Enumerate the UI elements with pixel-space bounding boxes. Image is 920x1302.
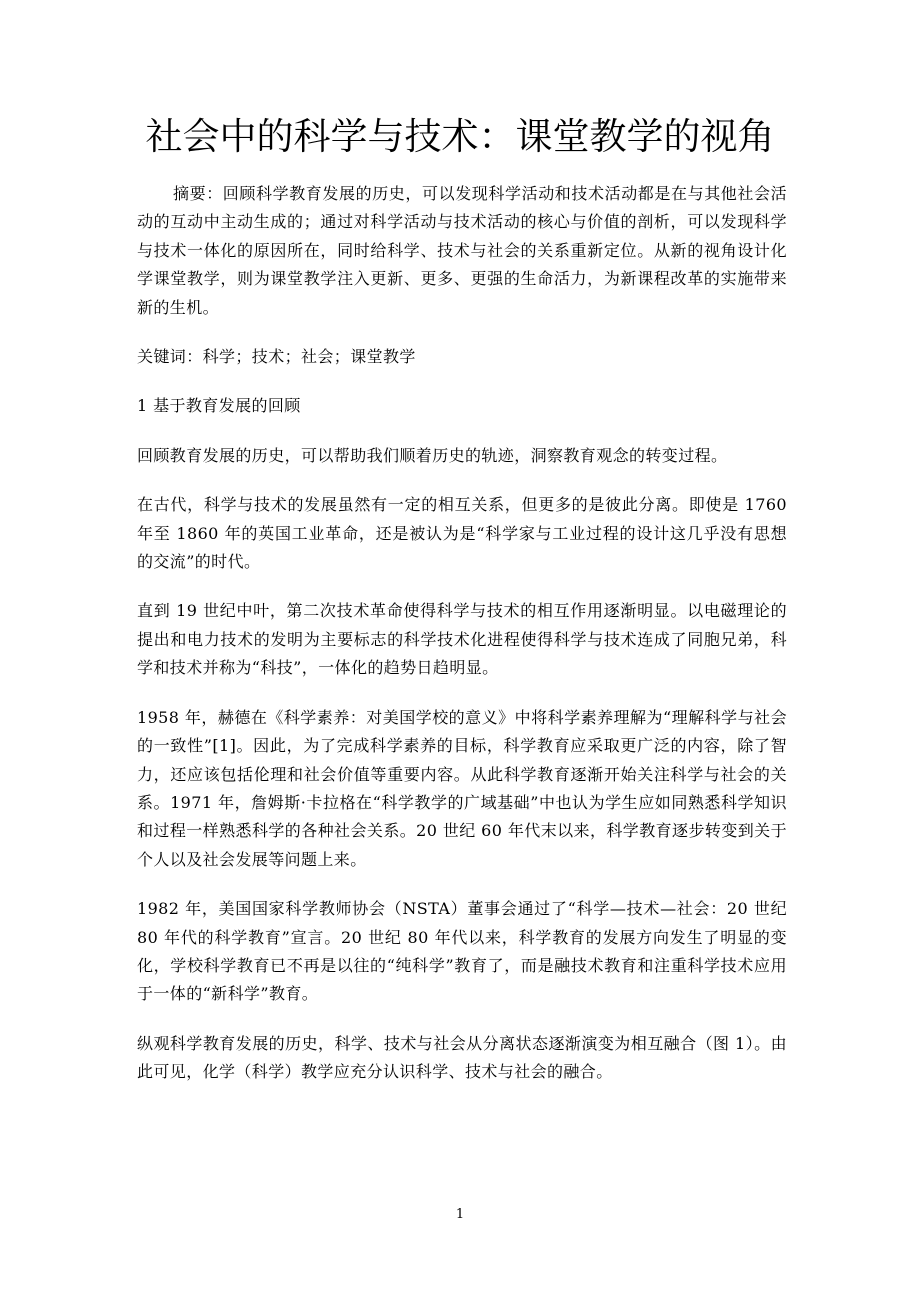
keywords-line: 关键词：科学；技术；社会；课堂教学 (137, 347, 416, 367)
body-paragraph: 1958 年，赫德在《科学素养：对美国学校的意义》中将科学素养理解为“理解科学与社会的一致性”[1]。因此，为了完成科学素养的目标，科学教育应采取更广泛的内容，除了智力，还应该包括伦理和社会价值等重要内容。从此科学教育逐渐开始关注科学与社会的关系。1971 年，詹姆斯·卡拉格在“科学教学的广域基础”中也认为学生应如同熟悉科学知识和过程一样熟悉科学的各种社会关系。20 世纪 60 年代末以来，科学教育逐步转变到关于个人以及社会发展等问题上来。 (137, 707, 787, 869)
body-paragraph: 直到 19 世纪中叶，第二次技术革命使得科学与技术的相互作用逐渐明显。以电磁理论的提出和电力技术的发明为主要标志的科学技术化进程使得科学与技术连成了同胞兄弟，科学和技术并称为“科技”，一体化的趋势日趋明显。 (137, 601, 787, 678)
page-number: 1 (455, 1207, 465, 1222)
section-heading: 1 基于教育发展的回顾 (137, 396, 301, 416)
body-paragraph: 在古代，科学与技术的发展虽然有一定的相互关系，但更多的是彼此分离。即使是 1760 年至 1860 年的英国工业革命，还是被认为是“科学家与工业过程的设计这几乎没有思想的交流”的时代。 (137, 495, 787, 572)
body-paragraph: 回顾教育发展的历史，可以帮助我们顺着历史的轨迹，洞察教育观念的转变过程。 (137, 445, 728, 465)
document-title: 社会中的科学与技术：课堂教学的视角 (145, 115, 775, 158)
body-paragraph: 纵观科学教育发展的历史，科学、技术与社会从分离状态逐渐演变为相互融合（图 1）。由此可见，化学（科学）教学应充分认识科学、技术与社会的融合。 (137, 1033, 787, 1082)
abstract-paragraph: 摘要：回顾科学教育发展的历史，可以发现科学活动和技术活动都是在与其他社会活动的互动中主动生成的；通过对科学活动与技术活动的核心与价值的剖析，可以发现科学与技术一体化的原因所在，同时给科学、技术与社会的关系重新定位。从新的视角设计化学课堂教学，则为课堂教学注入更新、更多、更强的生命活力，为新课程改革的实施带来新的生机。 (137, 184, 787, 317)
document-body (137, 180, 787, 1108)
body-paragraph: 1982 年，美国国家科学教师协会（NSTA）董事会通过了“科学—技术—社会：20 世纪 80 年代的科学教育”宣言。20 世纪 80 年代以来，科学教育的发展方向发生了明显的变化，学校科学教育已不再是以往的“纯科学”教育了，而是融技术教育和注重科学技术应用于一体的“新科学”教育。 (137, 899, 787, 1004)
